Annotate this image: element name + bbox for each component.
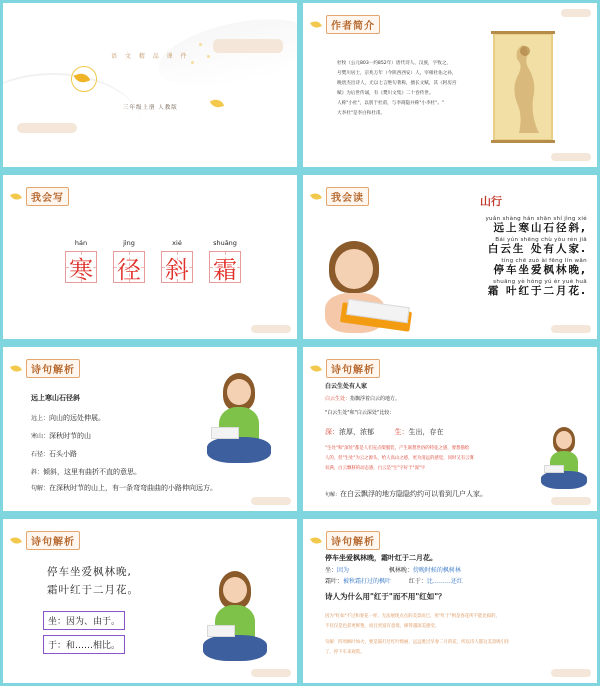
bio-line: 赋》为后世传诵，有《樊川文集》二十卷传世。 [337,91,434,96]
analysis-row: 寒山：深秋时节的山 [31,432,92,440]
answer-text: 了，停下车来观赏。 [325,650,365,655]
analysis-note: "生处"和"深处"都是人们充点缀服装，产生联想世俗的特征之感，要想描绘 [325,446,470,451]
girl-sitting-image [539,425,589,495]
poem-hanzi: 停车坐爱枫林晚, [493,264,587,276]
poem-line [427,279,587,297]
section-tag [11,359,80,378]
analysis-row: 白云生处：指飘浮着白云的地方。 [325,396,401,402]
char-grid [65,251,97,283]
section-tag-label: 作者简介 [326,15,380,34]
char-grid [113,251,145,283]
leaf-icon [210,97,224,110]
decor-dot [207,55,210,58]
char-pinyin: shuāng [213,239,237,247]
girl-sitting-image [199,569,269,669]
poem-title: 山行 [480,195,502,208]
poem-pinyin: shuāng yè hóng yú èr yuè huā [493,279,587,285]
decor-bar [551,497,591,505]
cover-title: 语 文 精 品 课 件 [111,53,190,60]
slide-writing[interactable] [3,175,297,339]
slide-analysis-3[interactable] [3,519,297,683]
bio-line: 晚唐杰出诗人，尤以七言绝句著称，擅长文赋，其《阿房宫 [337,81,457,86]
char-cell [153,239,201,283]
section-tag-label: 我会写 [26,187,69,206]
leaf-icon [310,20,322,30]
char-grid [161,251,193,283]
slide-cover[interactable] [3,3,297,167]
author-bio [337,59,487,119]
girl-sitting-image [203,371,273,471]
slide-analysis-4[interactable] [303,519,597,683]
char-pinyin: xié [172,239,182,247]
char-hanzi: 寒 [69,255,93,284]
poem-lines [427,216,587,300]
char-hanzi: 霜 [213,255,237,284]
poem-line [427,216,587,234]
slide-reading[interactable] [303,175,597,339]
poem-excerpt [47,563,139,599]
poem-line [427,237,587,255]
leaf-icon [10,364,22,374]
slide-analysis-2[interactable] [303,347,597,511]
analysis-row: 霜叶：被秋霜打过的枫叶 红于：比………还红 [325,578,463,585]
decor-bar [213,39,283,53]
section-tag-label: 我会读 [326,187,369,206]
answer-text: 因为"红如"不过和春花一样，无法展现点点的美景而已，用"红于"则是春花所不能比拟的， [325,614,500,619]
section-tag-label: 诗句解析 [26,531,80,550]
section-tag [11,187,69,206]
analysis-heading: 白云生处有人家 [325,383,368,390]
analysis-row: 石径：石头小路 [31,450,78,458]
poem-pinyin: tíng chē zuò ài fēng lín wǎn [501,258,587,264]
analysis-row: 句解：在白云飘浮的地方隐隐约约可以看到几户人家。 [325,490,488,498]
poem-pinyin: Bái yún shēng chù yǒu rén jiā [495,237,587,243]
cover-subtitle: 三年级上册 人教版 [123,105,178,111]
analysis-row: "白云生处"和"白云深处"比较： [325,410,395,416]
char-row [57,239,249,283]
girl-reading-image [311,237,421,337]
definition-box: 于：和……相比。 [43,635,125,654]
analysis-heading: 远上寒山石径斜 [31,394,80,402]
section-tag [311,531,380,550]
section-tag [311,359,380,378]
analysis-row: 句解：在深秋时节的山上，有一条弯弯曲曲的小路伸向远方。 [31,484,218,492]
section-tag [311,15,380,34]
decor-dot [199,43,202,46]
analysis-row: 远上：向山的远处伸展。 [31,414,106,422]
author-portrait [493,33,553,141]
decor-bar [251,325,291,333]
section-tag-label: 诗句解析 [326,531,380,550]
decor-dot [191,61,194,64]
analysis-note: 贫满，白云飘移的动态感，白云是"生"字好于"深"字 [325,466,426,471]
decor-bar [551,669,591,677]
analysis-compare: 深：浓厚，浓郁 生：生出，存在 [325,428,444,436]
analysis-heading: 停车坐爱枫林晚，霜叶红于二月花。 [325,554,437,562]
leaf-icon [10,192,22,202]
decor-bar [251,669,291,677]
char-grid [209,251,241,283]
section-tag [11,531,80,550]
section-tag [311,187,369,206]
decor-bar [251,497,291,505]
poem-line [427,258,587,276]
poem-line: 霜叶红于二月花。 [47,584,139,596]
decor-bar [561,9,591,17]
char-pinyin: hán [74,239,88,247]
bio-line: 人称"小杜"，以别于杜甫，与李商隐并称"小李杜"。" [337,101,445,106]
char-cell [57,239,105,283]
decor-bar [17,123,77,133]
section-tag-label: 诗句解析 [26,359,80,378]
bio-line: 大李杜"是李白和杜甫。 [337,111,386,116]
bio-line: 号樊川居士，京兆万年（今陕西西安）人，宰相杜佑之孙， [337,71,457,76]
decor-bar [551,153,591,161]
answer-text: 句解：四周枫叶如火，要是霜打过红叶绮丽，远远胜过早春二月的花，所以诗人都这美景吸引住 [325,640,510,645]
poem-hanzi: 远上寒山石径斜, [493,222,587,234]
section-tag-label: 诗句解析 [326,359,380,378]
leaf-icon [310,536,322,546]
analysis-row: 斜：倾斜，这里有曲折不直的意思。 [31,468,142,476]
poem-hanzi: 白云生 处有人家. [487,243,587,255]
leaf-icon [310,364,322,374]
char-hanzi: 径 [117,255,141,284]
analysis-row: 坐：因为 枫林晚：傍晚时候的枫树林 [325,567,461,574]
question-text: 诗人为什么用"红于"而不用"红如"？ [325,592,446,601]
analysis-note: 人的，但"生处"为云之源头，给人高山之感，更为清远的感觉，同时又有云雾 [325,456,474,461]
bio-line: 杜牧（公元803－约852年）唐代诗人、汉族，字牧之， [337,61,452,66]
answer-text: 不仅仅是色彩更鲜艳，而且更富有意境，修得越深美感受。 [325,624,440,629]
decor-bar [551,325,591,333]
char-pinyin: jìng [123,239,135,247]
leaf-icon [10,536,22,546]
char-cell [105,239,153,283]
leaf-icon [310,192,322,202]
char-hanzi: 斜 [165,255,189,284]
slide-author[interactable] [303,3,597,167]
slide-analysis-1[interactable] [3,347,297,511]
definition-box: 坐：因为、由于。 [43,611,125,630]
char-cell [201,239,249,283]
poem-hanzi: 霜 叶红于二月花. [487,285,587,297]
poem-pinyin: yuǎn shàng hán shān shí jìng xié [485,216,587,222]
poem-line: 停车坐爱枫林晚, [47,566,132,578]
